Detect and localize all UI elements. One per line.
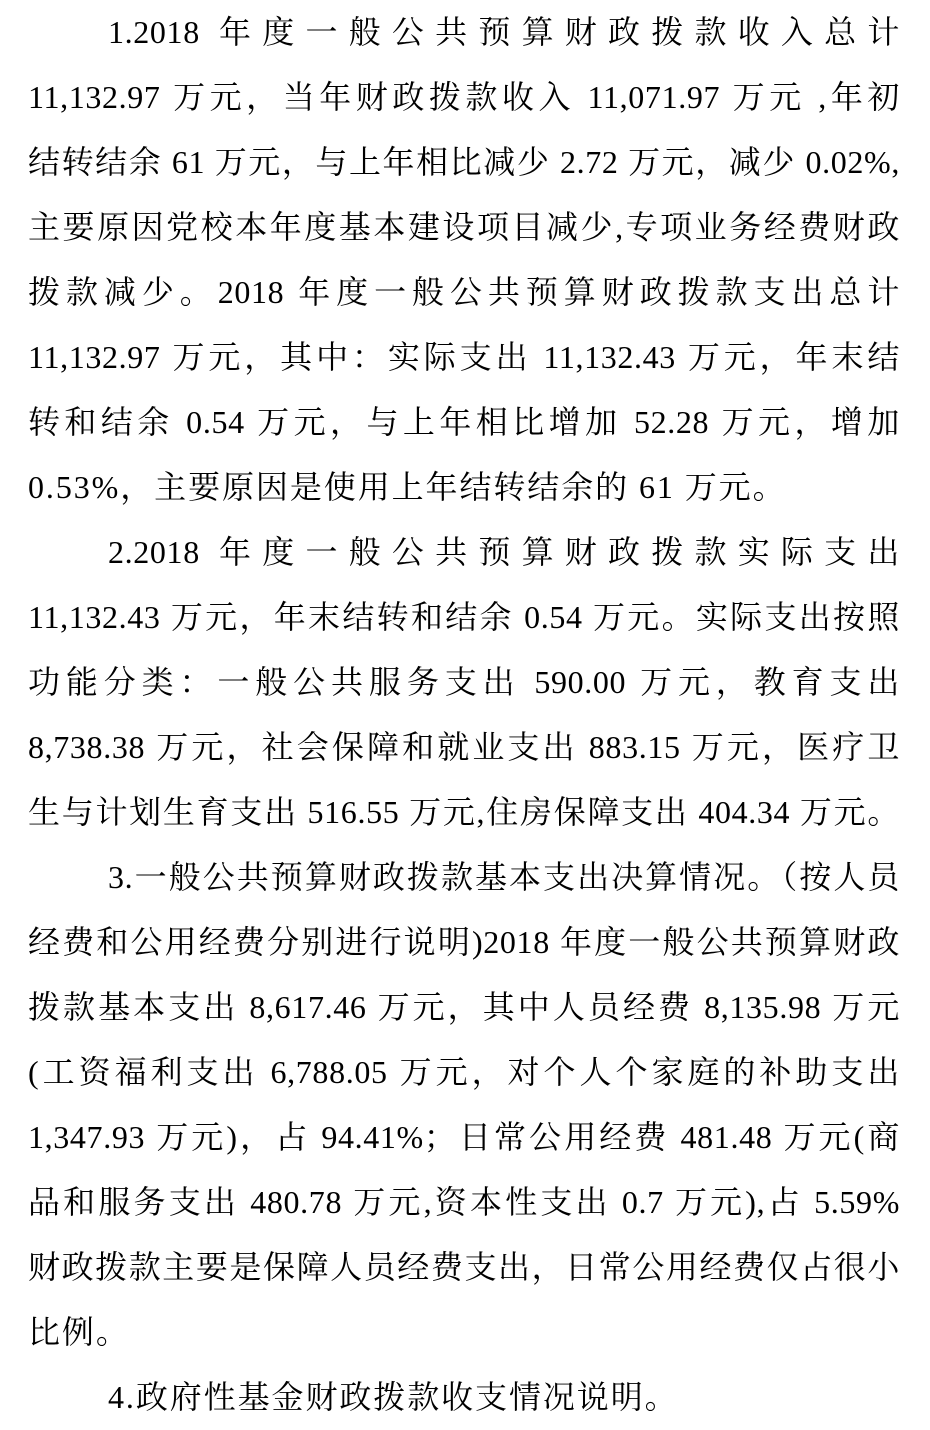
text-line-20: 财政拨款主要是保障人员经费支出，日常公用经费仅占很小 (28, 1249, 900, 1285)
text-line-9: 2.2018 年度一般公共预算财政拨款实际支出 (108, 534, 900, 570)
text-line-19: 品和服务支出 480.78 万元,资本性支出 0.7 万元),占 5.59% (28, 1184, 900, 1220)
text-line-15: 经费和公用经费分别进行说明)2018 年度一般公共预算财政 (28, 924, 900, 960)
text-line-3: 结转结余 61 万元，与上年相比减少 2.72 万元，减少 0.02%, (28, 144, 900, 180)
text-line-6: 11,132.97 万元，其中：实际支出 11,132.43 万元，年末结 (28, 339, 900, 375)
text-line-12: 8,738.38 万元，社会保障和就业支出 883.15 万元，医疗卫 (28, 729, 900, 765)
text-line-2: 11,132.97 万元，当年财政拨款收入 11,071.97 万元 ,年初 (28, 79, 900, 115)
text-line-8: 0.53%，主要原因是使用上年结转结余的 61 万元。 (28, 469, 787, 505)
text-line-14: 3.一般公共预算财政拨款基本支出决算情况。（按人员 (108, 859, 900, 895)
text-line-18: 1,347.93 万元)，占 94.41%；日常公用经费 481.48 万元(商 (28, 1119, 900, 1155)
text-line-16: 拨款基本支出 8,617.46 万元，其中人员经费 8,135.98 万元 (28, 989, 900, 1025)
text-line-5: 拨款减少。2018 年度一般公共预算财政拨款支出总计 (28, 274, 900, 310)
text-line-7: 转和结余 0.54 万元，与上年相比增加 52.28 万元，增加 (28, 404, 900, 440)
text-line-21: 比例。 (28, 1314, 130, 1350)
text-line-10: 11,132.43 万元，年末结转和结余 0.54 万元。实际支出按照 (28, 599, 900, 635)
text-line-4: 主要原因党校本年度基本建设项目减少,专项业务经费财政 (28, 209, 900, 245)
text-line-1: 1.2018 年度一般公共预算财政拨款收入总计 (108, 14, 900, 50)
text-line-22: 4.政府性基金财政拨款收支情况说明。 (108, 1379, 679, 1415)
text-line-11: 功能分类：一般公共服务支出 590.00 万元，教育支出 (28, 664, 900, 700)
text-line-13: 生与计划生育支出 516.55 万元,住房保障支出 404.34 万元。 (28, 794, 900, 830)
text-line-17: (工资福利支出 6,788.05 万元，对个人个家庭的补助支出 (28, 1054, 900, 1090)
